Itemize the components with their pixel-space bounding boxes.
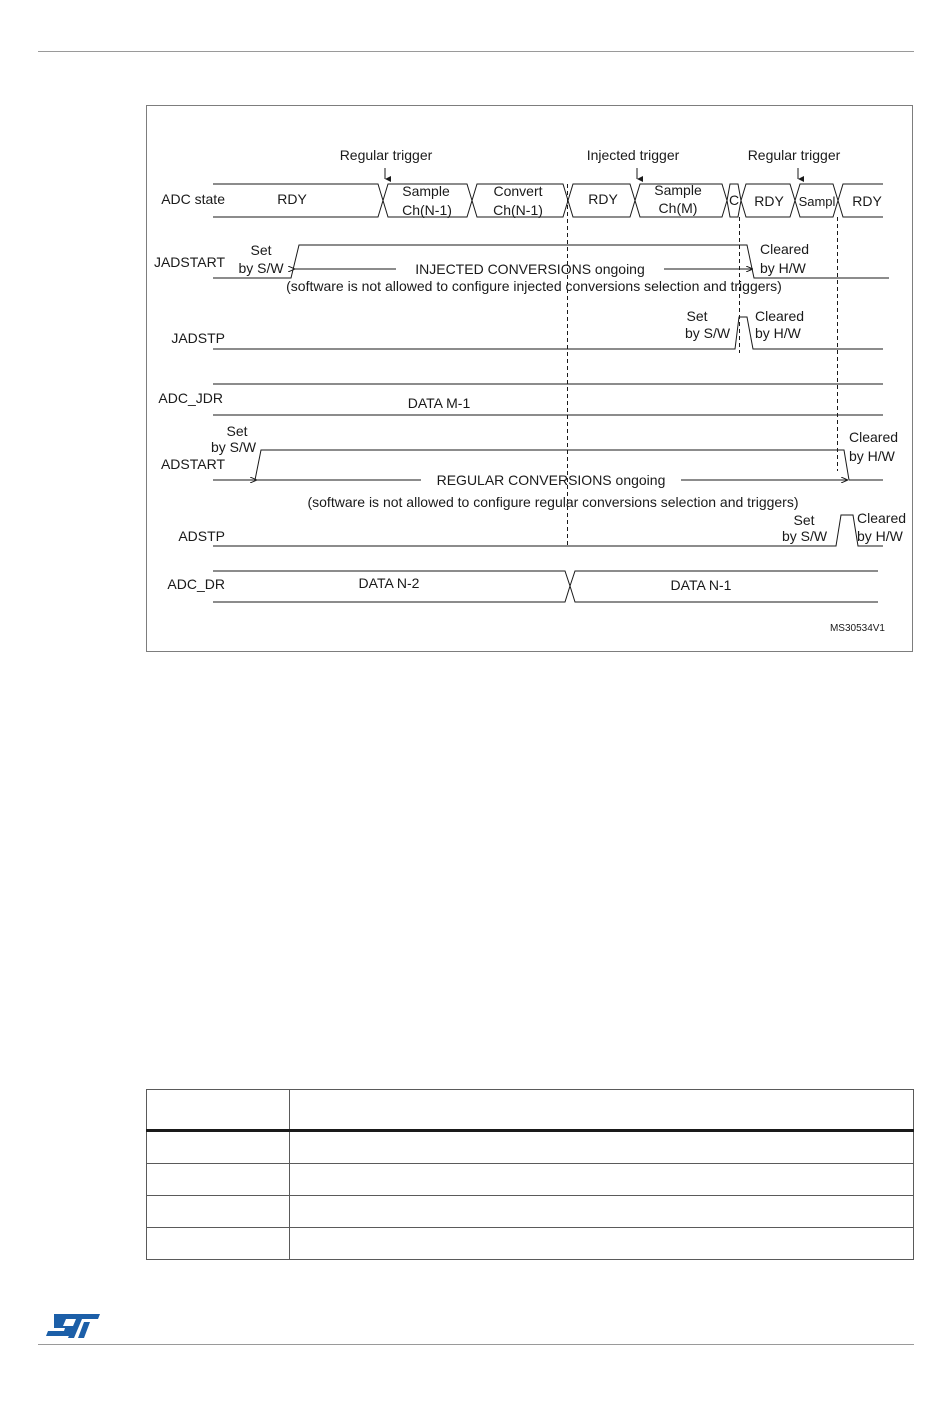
trigger-label-injected: Injected trigger [586,147,680,163]
state-sample-m-line2: Ch(M) [658,200,698,216]
jadstart-cleared-line1: Cleared [760,241,810,257]
table-row [147,1164,914,1196]
jadstart-ongoing-label: INJECTED CONVERSIONS ongoing [415,261,645,277]
jadstart-cleared-line2: by H/W [760,260,806,276]
adstart-ongoing-label: REGULAR CONVERSIONS ongoing [436,472,666,488]
jadstart-set-line2: by S/W [238,260,284,276]
figure-id-code: MS30534V1 [829,623,885,634]
jadstart-note: (software is not allowed to configure injected conversions selection and triggers) [286,278,782,294]
signal-label-jadstp: JADSTP [171,330,225,346]
jadstp-cleared-line2: by H/W [755,325,801,341]
footer-rule [38,1344,914,1345]
adc-jdr-bus [213,384,883,415]
table-row [147,1228,914,1260]
adstart-set-line2: by S/W [211,439,257,455]
state-convert-n1-line1: Convert [493,183,543,199]
adstp-set-line2: by S/W [782,528,828,544]
adstp-cleared-line2: by H/W [857,528,903,544]
jadstp-cleared-line1: Cleared [755,308,805,324]
jadstp-set-line2: by S/W [685,325,731,341]
state-sample-n1-line2: Ch(N-1) [402,202,452,218]
timing-diagram-figure [146,105,913,652]
signal-label-adstp: ADSTP [178,528,225,544]
register-table [146,1089,914,1260]
header-rule [38,51,914,52]
state-rdy-2: RDY [588,191,618,207]
signal-label-adc-dr: ADC_DR [167,576,225,592]
state-rdy-4: RDY [852,193,882,209]
table-header-row [147,1090,914,1131]
state-c: C [728,192,740,208]
jadstp-set-line1: Set [686,308,708,324]
st-logo [44,1312,102,1340]
adstart-note: (software is not allowed to configure regular conversions selection and triggers) [307,494,799,510]
timing-diagram [147,106,914,653]
timing-markers [568,184,838,546]
jadstart-set-line1: Set [250,242,272,258]
table-row [147,1131,914,1164]
state-rdy-1: RDY [277,191,307,207]
signal-label-adstart: ADSTART [160,456,225,472]
signal-label-jadstart: JADSTART [153,254,225,270]
table-row [147,1196,914,1228]
adstart-cleared-line2: by H/W [849,448,895,464]
adc-dr-value-n2: DATA N-2 [358,575,420,591]
signal-label-adc-state: ADC state [161,191,225,207]
trigger-label-regular-2: Regular trigger [747,147,841,163]
state-rdy-3: RDY [754,193,784,209]
adstart-cleared-line1: Cleared [849,429,899,445]
state-sample-m-line1: Sample [654,182,702,198]
trigger-label-regular-1: Regular trigger [339,147,433,163]
state-sampl: Sampl [798,194,836,209]
state-convert-n1-line2: Ch(N-1) [493,202,543,218]
state-sample-n1-line1: Sample [402,183,450,199]
adstart-set-line1: Set [226,423,248,439]
adc-dr-value-n1: DATA N-1 [670,577,732,593]
adstp-set-line1: Set [793,512,815,528]
signal-label-adc-jdr: ADC_JDR [158,390,223,406]
adstp-cleared-line1: Cleared [857,510,907,526]
adc-jdr-value: DATA M-1 [407,395,471,411]
